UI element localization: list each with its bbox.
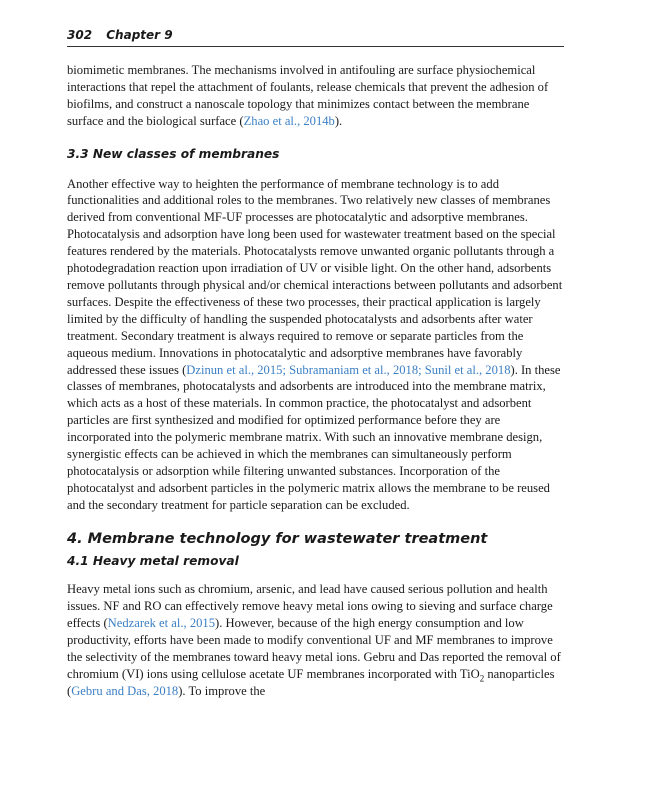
page-number: 302	[67, 28, 93, 42]
section-heading-4-1: 4.1 Heavy metal removal	[67, 553, 239, 568]
section-heading-3-3: 3.3 New classes of membranes	[67, 146, 280, 161]
section-heading-4: 4. Membrane technology for wastewater treatment	[67, 530, 488, 547]
paragraph-text: ). In these classes of membranes, photocatalysts and adsorbents are introduced into the membrane matrix, which acts as a host of these materials. In common practice, the photocatalyst and adsorbent particles are first synthesized and modified for optimized performance before they are incorporated into the polymeric membrane matrix. With such an innovative membrane design, synergistic effects can be achieved in which the membranes can simultaneously perform photocatalysis or adsorption while filtering unwanted substances. Incorporation of the photocatalyst and adsorbent particles in the polymeric matrix allows the membrane to be reused and the secondary treatment for particle separation can be excluded.	[67, 362, 561, 512]
citation-link[interactable]: Gebru and Das, 2018	[71, 683, 179, 698]
paragraph-new-classes	[67, 176, 567, 514]
paragraph-text: nanoparticles (	[67, 667, 555, 698]
paragraph-text: ). To improve the	[178, 683, 266, 698]
paragraph-heavy-metal	[67, 581, 567, 699]
citation-link[interactable]: Dzinun et al., 2015; Subramaniam et al., 2018; Sunil et al., 2018	[186, 362, 511, 377]
paragraph-text: biomimetic membranes. The mechanisms involved in antifouling are surface physiochemical interactions that repel the attachment of foulants, release chemicals that prevent the adhesion of biofilms, and construct a nanoscale topology that minimizes contact between the membrane surface and the biological surface (	[67, 63, 549, 128]
paragraph-text: Another effective way to heighten the performance of membrane technology is to add functionalities and additional roles to the membranes. Two relatively new classes of membranes derived from conventional MF-UF processes are photocatalytic and adsorptive membranes. Photocatalysis and adsorption have long been used for wastewater treatment based on the special features rendered by the materials. Photocatalysts remove unwanted organic pollutants through a photodegradation reaction upon irradiation of UV or visible light. On the other hand, adsorbents remove pollutants through physical and/or chemical interactions between pollutants and adsorbent surfaces. Despite the effectiveness of these two processes, their practical application is largely limited by the difficulty of handling the suspended photocatalysts and adsorbents after water treatment. Secondary treatment is always required to remove or separate particles from the aqueous medium. Innovations in photocatalytic and adsorptive membranes have favorably addressed these issues (	[67, 176, 563, 377]
paragraph-text: ). However, because of the high energy consumption and low productivity, efforts have been made to modify conventional UF and MF membranes to improve the selectivity of the membranes toward heavy metal ions. Gebru and Das reported the removal of chromium (VI) ions using cellulose acetate UF membranes incorporated with TiO	[67, 616, 561, 681]
paragraph-text: Heavy metal ions such as chromium, arsenic, and lead have caused serious pollution and health issues. NF and RO can effectively remove heavy metal ions owing to sieving and surface charge effects (	[67, 582, 553, 631]
citation-link[interactable]: Zhao et al., 2014b	[243, 113, 335, 128]
paragraph-text: ).	[334, 113, 343, 128]
running-header	[67, 28, 564, 47]
citation-link[interactable]: Nedzarek et al., 2015	[107, 616, 216, 631]
page-body	[67, 62, 567, 700]
chapter-label: Chapter 9	[106, 28, 173, 42]
subscript: 2	[479, 673, 485, 684]
paragraph-antifouling	[67, 62, 567, 130]
